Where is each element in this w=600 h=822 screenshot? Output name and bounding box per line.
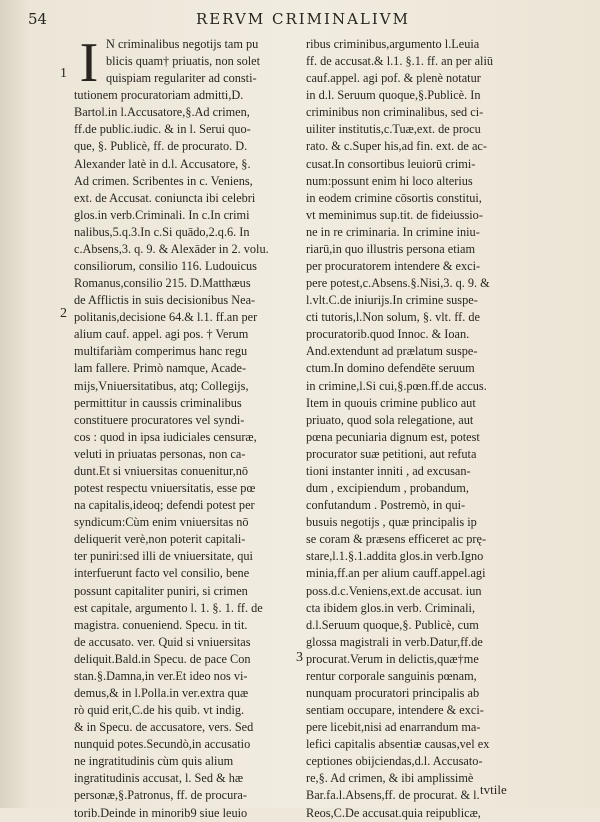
text-line: possunt capitaliter puniri, si crimen [74, 583, 248, 598]
text-line: l.vlt.C.de iniurijs.In crimine suspe- [306, 293, 478, 308]
text-line: rentur corporale sanguinis pœnam, [306, 668, 477, 683]
text-line: ne in re criminaria. In crimine iniu- [306, 224, 480, 239]
text-line: ceptiones obijciendas,d.l. Accusato- [306, 754, 483, 769]
text-line: na capitalis,ideoq; defendi potest per [74, 498, 255, 513]
text-line: cta ibidem glos.in verb. Criminali, [306, 600, 476, 615]
text-line: c.Absens,3. q. 9. & Alexāder in 2. volu. [74, 241, 269, 256]
text-line: procurator suæ petitioni, aut refuta [306, 446, 477, 461]
margin-mark-2: 2 [60, 306, 67, 321]
text-line: nunquam procuratori principalis ab [306, 685, 480, 700]
drop-cap-initial: I [79, 32, 99, 94]
text-line: mijs,Vniuersitatibus, atq; Collegijs, [74, 378, 249, 393]
text-line: Reos,C.De accusat.quia reipublicæ, [306, 805, 481, 820]
text-line: vt meminimus sup.tit. de fideiussio- [306, 207, 483, 222]
text-line: magistra. conueniend. Specu. in tit. [74, 617, 248, 632]
text-line: stare,l.1.§.1.addita glos.in verb.Igno [306, 549, 484, 564]
text-line: ingratitudinis accusat, l. Sed & hæ [74, 771, 244, 786]
text-line: dum , excipiendum , probandum, [306, 481, 469, 496]
text-line: deliquit.Bald.in Specu. de pace Con [74, 651, 251, 666]
text-line: procuratorib.quod Innoc. & Ioan. [306, 327, 470, 342]
catchword: tvtile [480, 782, 507, 797]
text-line: num:possunt enim hi loco alterius [306, 173, 473, 188]
text-line: lefici capitalis absentiæ causas,vel ex [306, 737, 490, 752]
text-line: confutandum . Postremò, in qui- [306, 498, 466, 513]
text-line: potest respectu vniuersitatis, esse pœ [74, 481, 256, 496]
text-line: uiliter institutis,c.Tuæ,ext. de procu [306, 122, 481, 137]
text-line: Bartol.in l.Accusatore,§.Ad crimen, [74, 105, 250, 120]
left-text-column [74, 32, 292, 822]
text-line: est capitale, argumento l. 1. §. 1. ff. de [74, 600, 263, 615]
text-line: constituere procuratores vel syndi- [74, 412, 245, 427]
text-line: nunquid potes.Secundò,in accusatio [74, 737, 251, 752]
text-line: And.extendunt ad prælatum suspe- [306, 344, 478, 359]
text-line: in eodem crimine cōsortis constitui, [306, 190, 482, 205]
text-line: permittitur in caussis criminalibus [74, 395, 242, 410]
text-line: torib.Deinde in minorib9 siue leuio [74, 805, 248, 820]
text-line: ribus criminibus,argumento l.Leuia [306, 37, 480, 51]
right-text-column [306, 36, 532, 822]
text-line: cauf.appel. agi pof. & plenè notatur [306, 71, 481, 86]
text-line: interfuerunt facto vel consilio, bene [74, 566, 250, 581]
text-line: d.l.Seruum quoque,§. Publicè, cum [306, 617, 479, 632]
text-line: Romanus,consilio 215. D.Matthæus [74, 276, 251, 291]
text-line: in d.l. Seruum quoque,§.Publicè. In [306, 88, 481, 103]
running-title: RERVM CRIMINALIVM [196, 10, 410, 28]
text-line: de Afflictis in suis decisionibus Nea- [74, 293, 256, 308]
text-line: ter puniri:sed illi de vniuersitate, qui [74, 549, 253, 564]
text-line: ne ingratitudinis cùm quis alium [74, 754, 234, 769]
text-line: se coram & præsens efficeret ac prę- [306, 532, 487, 547]
text-line: stan.§.Damna,in ver.Et ideo nos vi- [74, 668, 248, 683]
text-line: multifariàm comperimus hanc regu [74, 344, 248, 359]
text-line: alium cauf. appel. agi pos. † Verum [74, 327, 249, 342]
text-line: procurat.Verum in delictis,quæ†me [306, 651, 479, 666]
text-line: Item in quouis crimine publico aut [306, 395, 476, 410]
text-line: per procuratorem intendere & exci- [306, 259, 481, 274]
page-number: 54 [28, 10, 48, 28]
text-line: minia,ff.an per alium cauff.appel.agi [306, 566, 486, 581]
text-line: quispiam regulariter ad consti- [106, 71, 257, 86]
text-line: de accusato. ver. Quid si vniuersitas [74, 634, 251, 649]
text-line: pere potest,c.Absens.§.Nisi,3. q. 9. & [306, 276, 490, 291]
text-line: & in Specu. de accusatore, vers. Sed [74, 720, 254, 735]
text-line: poss.d.c.Veniens,ext.de accusat. iun [306, 583, 482, 598]
text-line: Ad crimen. Scribentes in c. Veniens, [74, 173, 253, 188]
text-line: blicis quam† priuatis, non solet [106, 54, 261, 69]
text-line: Alexander latè in d.l. Accusatore, §. [74, 156, 251, 171]
text-line: tioni instanter inniti , ad excusan- [306, 463, 471, 478]
text-line: priuato, quod sola relegatione, aut [306, 412, 474, 427]
margin-mark-1: 1 [60, 66, 67, 81]
page-header [28, 8, 578, 30]
text-line: cusat.In consortibus leuiorū crimi- [306, 156, 476, 171]
text-line: veluti in priuatas personas, non ca- [74, 446, 246, 461]
text-line: politanis,decisione 64.& l.1. ff.an per [74, 310, 258, 325]
text-line: N criminalibus negotijs tam pu [106, 37, 259, 51]
text-line: ff.de public.iudic. & in l. Serui quo- [74, 122, 251, 137]
text-line: rato. & c.Super his,ad fin. ext. de ac- [306, 139, 487, 154]
text-line: ff. de accusat.& l.1. §.1. ff. an per aliū [306, 54, 494, 69]
text-line: pere licebit,nisi ad enarrandum ma- [306, 720, 481, 735]
text-line: Bar.fa.l.Absens,ff. de procurat. & l. [306, 788, 480, 803]
text-line: criminibus non criminalibus, sed ci- [306, 105, 484, 120]
text-line: deliquerit verè,non poterit capitali- [74, 532, 246, 547]
text-line: cti tutoris,l.Non solum, §. vlt. ff. de [306, 310, 480, 325]
text-line: que, §. Publicè, ff. de procurato. D. [74, 139, 248, 154]
text-line: re,§. Ad crimen, & ibi amplissimè [306, 771, 474, 786]
text-line: demus,& in l.Polla.in ver.extra quæ [74, 685, 249, 700]
text-line: rò quid erit,C.de his quib. vt indig. [74, 703, 245, 718]
text-line: sentiam occupare, intendere & exci- [306, 703, 484, 718]
text-line: cos : quod in ipsa iudiciales censuræ, [74, 429, 257, 444]
text-line: dunt.Et si vniuersitas conuenitur,nō [74, 463, 249, 478]
text-line: tutionem procuratoriam admitti,D. [74, 88, 244, 103]
text-line: glos.in verb.Criminali. In c.In crimi [74, 207, 250, 222]
text-line: syndicum:Cùm enim vniuersitas nō [74, 515, 249, 530]
text-line: riarū,in quo illustris persona etiam [306, 241, 476, 256]
text-line: consiliorum, consilio 116. Ludouicus [74, 259, 257, 274]
text-line: nalibus,5.q.3.In c.Si quādo,2.q.6. In [74, 224, 250, 239]
text-line: ext. de Accusat. coniuncta ibi celebri [74, 190, 256, 205]
text-line: personæ,§.Patronus, ff. de procura- [74, 788, 247, 803]
margin-mark-3: 3 [296, 650, 303, 665]
text-line: lam fallere. Primò namque, Acade- [74, 361, 247, 376]
text-line: glossa magistrali in verb.Datur,ff.de [306, 634, 483, 649]
text-line: ctum.In domino defendēte seruum [306, 361, 475, 376]
text-line: in crimine,l.Si cui,§.pœn.ff.de accus. [306, 378, 487, 393]
text-line: busuis negotijs , quæ principalis ip [306, 515, 477, 530]
text-line: pœna pecuniaria dignum est, potest [306, 429, 480, 444]
